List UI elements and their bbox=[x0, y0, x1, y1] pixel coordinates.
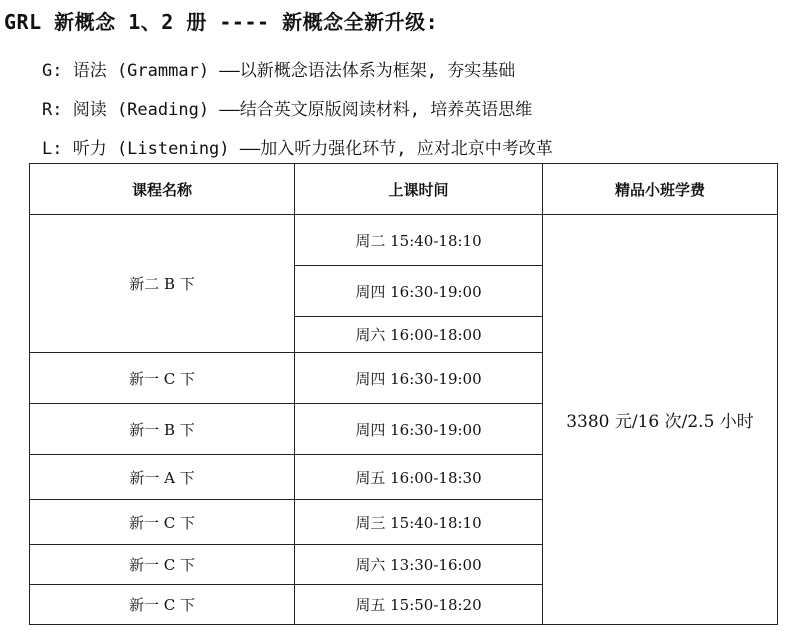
schedule-table bbox=[29, 163, 778, 625]
time-cell: 周四 16:30-19:00 bbox=[295, 404, 543, 455]
course-cell: 新一 C 下 bbox=[30, 585, 295, 625]
course-cell: 新一 A 下 bbox=[30, 455, 295, 500]
header-class-time: 上课时间 bbox=[295, 164, 543, 215]
course-cell: 新二 B 下 bbox=[30, 215, 295, 353]
price-cell: 3380 元/16 次/2.5 小时 bbox=[543, 215, 778, 625]
time-cell: 周六 16:00-18:00 bbox=[295, 317, 543, 353]
header-tuition: 精品小班学费 bbox=[543, 164, 778, 215]
header-course-name: 课程名称 bbox=[30, 164, 295, 215]
course-cell: 新一 C 下 bbox=[30, 545, 295, 585]
course-cell: 新一 B 下 bbox=[30, 404, 295, 455]
course-cell: 新一 C 下 bbox=[30, 353, 295, 404]
time-cell: 周六 13:30-16:00 bbox=[295, 545, 543, 585]
table-header-row bbox=[30, 164, 778, 215]
time-cell: 周四 16:30-19:00 bbox=[295, 353, 543, 404]
page-title: GRL 新概念 1、2 册 ---- 新概念全新升级: bbox=[4, 10, 439, 34]
time-cell: 周二 15:40-18:10 bbox=[295, 215, 543, 266]
time-cell: 周四 16:30-19:00 bbox=[295, 266, 543, 317]
table-row bbox=[30, 215, 778, 266]
feature-grammar: G: 语法 (Grammar) ——以新概念语法体系为框架, 夯实基础 bbox=[42, 61, 516, 81]
course-cell: 新一 C 下 bbox=[30, 500, 295, 545]
time-cell: 周五 16:00-18:30 bbox=[295, 455, 543, 500]
feature-listening: L: 听力 (Listening) ——加入听力强化环节, 应对北京中考改革 bbox=[42, 139, 553, 159]
time-cell: 周三 15:40-18:10 bbox=[295, 500, 543, 545]
time-cell: 周五 15:50-18:20 bbox=[295, 585, 543, 625]
feature-reading: R: 阅读 (Reading) ——结合英文原版阅读材料, 培养英语思维 bbox=[42, 100, 533, 120]
